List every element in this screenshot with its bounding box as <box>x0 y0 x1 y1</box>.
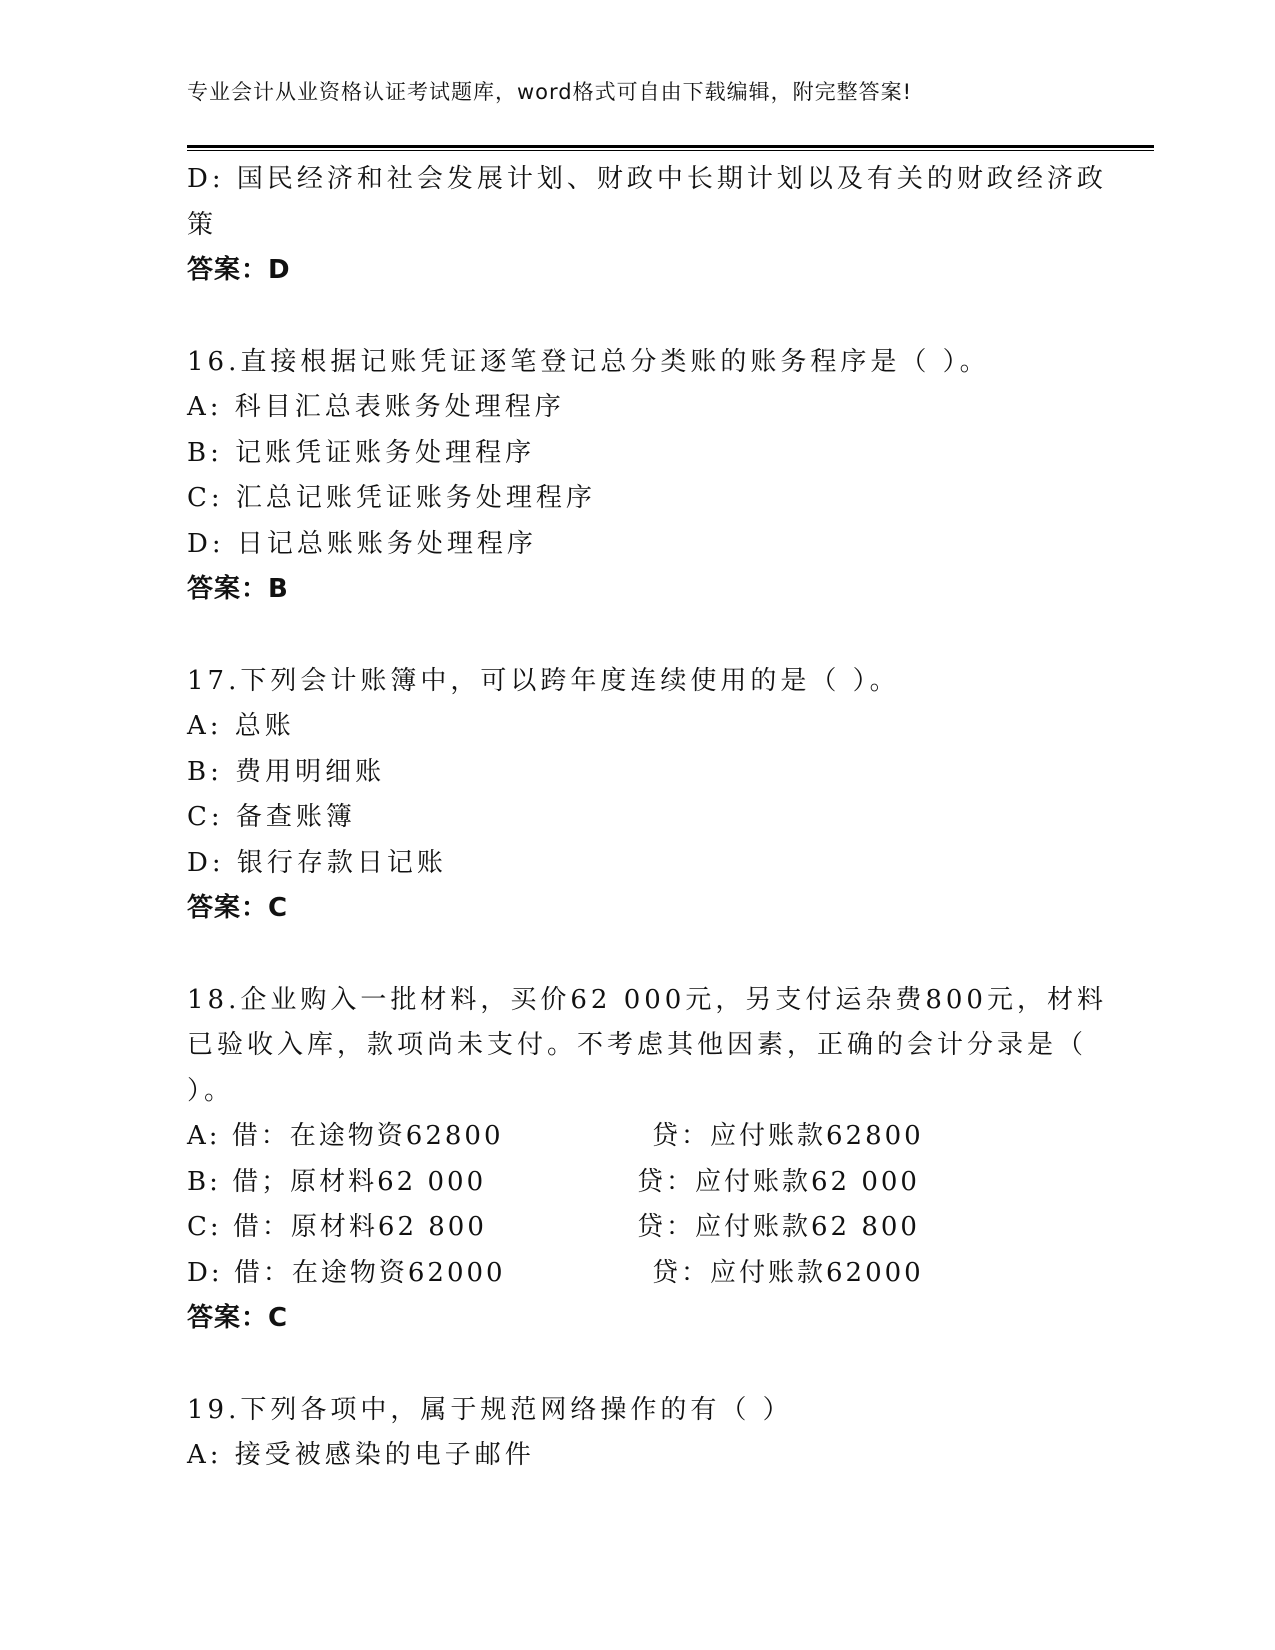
header-rule-thick <box>187 145 1154 148</box>
q18-option-b-credit: 贷：应付账款62 000 <box>637 1166 920 1197</box>
q18-option-d-debit: D: 借：在途物资62000 <box>187 1257 506 1288</box>
q17-option-b: B: 费用明细账 <box>187 756 386 787</box>
q16-option-c: C: 汇总记账凭证账务处理程序 <box>187 483 596 513</box>
q18-option-c-credit: 贷：应付账款62 800 <box>637 1212 920 1242</box>
q16-option-d: D: 日记总账账务处理程序 <box>187 528 537 559</box>
q18-option-a-credit: 贷：应付账款62800 <box>652 1121 924 1151</box>
page-header: 专业会计从业资格认证考试题库，word格式可自由下载编辑，附完整答案! <box>187 80 913 104</box>
q17-stem: 17.下列会计账簿中，可以跨年度连续使用的是（ ）。 <box>187 665 900 696</box>
q18-option-b-debit: B: 借；原材料62 000 <box>187 1166 487 1197</box>
q15-option-d-line2: 策 <box>187 209 218 240</box>
q18-option-c-debit: C: 借：原材料62 800 <box>187 1212 487 1242</box>
q18-option-a-debit: A: 借：在途物资62800 <box>187 1121 504 1151</box>
q16-answer: 答案：B <box>187 574 289 604</box>
q18-option-a <box>187 1114 1087 1160</box>
q19-stem: 19.下列各项中，属于规范网络操作的有（ ） <box>187 1394 793 1425</box>
q17-option-c: C: 备查账簿 <box>187 802 356 832</box>
q18-option-d-credit: 贷：应付账款62000 <box>652 1257 924 1288</box>
q18-option-d <box>187 1251 1087 1297</box>
q18-stem-line2: 已验收入库，款项尚未支付。不考虑其他因素，正确的会计分录是（ <box>187 1030 1088 1060</box>
q18-stem-line1: 18.企业购入一批材料，买价62 000元，另支付运杂费800元，材料 <box>187 984 1107 1015</box>
q16-option-a: A: 科目汇总表账务处理程序 <box>187 392 565 422</box>
q17-option-d: D: 银行存款日记账 <box>187 847 447 878</box>
q18-answer: 答案：C <box>187 1303 289 1333</box>
q18-stem-line3: ）。 <box>187 1075 235 1106</box>
q18-option-b <box>187 1160 1087 1206</box>
question-content <box>187 157 1107 1479</box>
q16-stem: 16.直接根据记账凭证逐笔登记总分类账的账务程序是（ ）。 <box>187 346 990 377</box>
q18-option-c <box>187 1205 1087 1251</box>
header-rule-thin <box>187 150 1154 151</box>
q15-option-d-line1: D: 国民经济和社会发展计划、财政中长期计划以及有关的财政经济政 <box>187 164 1107 194</box>
q15-answer: 答案：D <box>187 255 291 285</box>
q17-option-a: A: 总账 <box>187 711 295 741</box>
q19-option-a: A: 接受被感染的电子邮件 <box>187 1440 535 1470</box>
q16-option-b: B: 记账凭证账务处理程序 <box>187 437 536 468</box>
q17-answer: 答案：C <box>187 893 289 923</box>
